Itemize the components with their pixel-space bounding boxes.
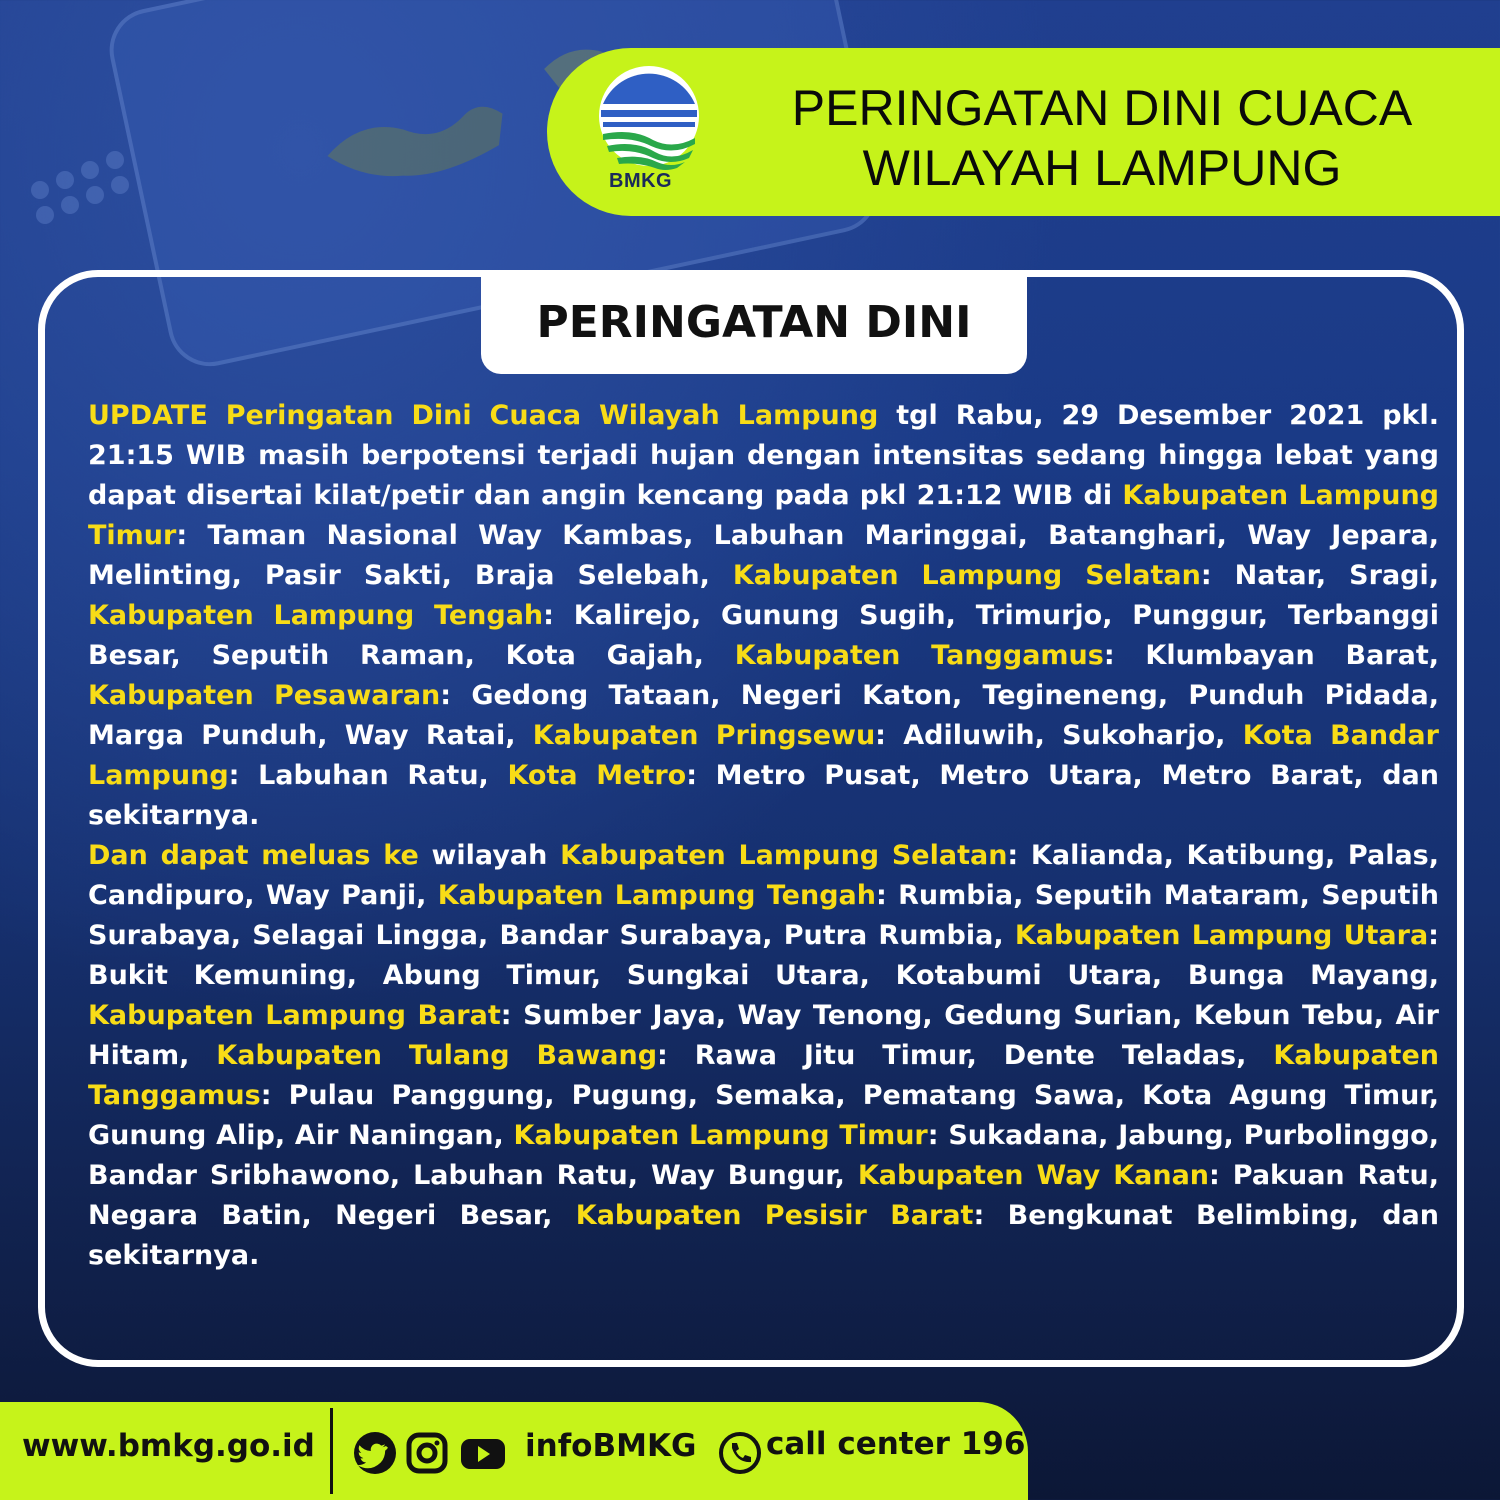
highlighted-region-text: Kabupaten Pesisir Barat [575,1200,974,1231]
phone-icon [718,1431,762,1475]
highlighted-region-text: Kabupaten Lampung Tengah [437,880,876,911]
highlighted-region-text: UPDATE Peringatan Dini Cuaca Wilayah Lampung [88,400,879,431]
highlighted-region-text: Kabupaten Tanggamus [88,1040,1439,1111]
warning-text: : Bukit Kemuning, Abung Timur, Sungkai Utara, Kotabumi Utara, Bunga Mayang, [88,920,1439,991]
warning-text: : Metro Pusat, Metro Utara, Metro Barat, dan sekitarnya. [88,760,1439,831]
highlighted-region-text: Kabupaten Pringsewu [532,720,876,751]
highlighted-region-text: Kabupaten Lampung Barat [88,1000,501,1031]
warning-text: : Rawa Jitu Timur, Dente Teladas, [657,1040,1274,1071]
card-tab [481,270,1027,374]
footer-divider [330,1408,333,1494]
social-handle[interactable]: infoBMKG [525,1428,697,1464]
warning-text: wilayah [418,840,561,871]
highlighted-region-text: Dan dapat meluas ke [88,840,419,871]
website-link[interactable]: www.bmkg.go.id [22,1428,315,1464]
warning-text: : Kalirejo, Gunung Sugih, Trimurjo, Punggur, Terbanggi Besar, Seputih Raman, Kota Gajah, [88,600,1439,671]
warning-text: : Bengkunat Belimbing, dan sekitarnya. [88,1200,1439,1271]
highlighted-region-text: Kabupaten Tulang Bawang [216,1040,658,1071]
card-tab-label: PERINGATAN DINI [536,296,972,348]
highlighted-region-text: Kabupaten Way Kanan [857,1160,1210,1191]
twitter-icon[interactable] [353,1431,397,1475]
warning-text: : Rumbia, Seputih Mataram, Seputih Surabaya, Selagai Lingga, Bandar Surabaya, Putra Rumbia, [88,880,1440,951]
warning-text: : Sukadana, Jabung, Purbolinggo, Bandar Sribhawono, Labuhan Ratu, Way Bungur, [88,1120,1439,1191]
highlighted-region-text: Kota Bandar Lampung [88,720,1439,791]
highlighted-region-text: Kabupaten Tanggamus [734,640,1104,671]
warning-text: tgl Rabu, 29 Desember 2021 pkl. 21:15 WIB masih berpotensi terjadi hujan dengan intensitas sedang hingga lebat yang dapat disertai kilat/petir dan angin kencang pada pkl 21:12 WIB di [88,400,1439,511]
highlighted-region-text: Kabupaten Pesawaran [88,680,441,711]
page-title [777,78,1427,198]
warning-text: : Taman Nasional Way Kambas, Labuhan Maringgai, Batanghari, Way Jepara, Melinting, Pasir Sakti, Braja Selebah, [88,520,1439,591]
footer-bar [0,1402,1028,1500]
warning-text: : Kalianda, Katibung, Palas, Candipuro, Way Panji, [88,840,1440,911]
warning-text: : Pakuan Ratu, Negara Batin, Negeri Besar, [88,1160,1439,1231]
warning-text: : Labuhan Ratu, [228,760,508,791]
instagram-icon[interactable] [405,1431,449,1475]
highlighted-region-text: Kabupaten Lampung Tengah [88,600,544,631]
highlighted-region-text: Kabupaten Lampung Timur [88,480,1440,551]
warning-text: : Gedong Tataan, Negeri Katon, Tegineneng, Punduh Pidada, Marga Punduh, Way Ratai, [88,680,1440,751]
call-center[interactable]: call center 196 [766,1426,1026,1462]
highlighted-region-text: Kabupaten Lampung Selatan [560,840,1008,871]
title-line-2: WILAYAH LAMPUNG [862,140,1342,196]
warning-text: : Pulau Panggung, Pugung, Semaka, Pematang Sawa, Kota Agung Timur, Gunung Alip, Air Naningan, [88,1080,1439,1151]
youtube-icon[interactable] [459,1431,507,1475]
highlighted-region-text: Kabupaten Lampung Utara [1014,920,1429,951]
warning-paragraph-1 [88,396,1439,836]
header-banner [547,48,1500,216]
logo-text: BMKG [609,170,673,192]
highlighted-region-text: Kota Metro [507,760,687,791]
title-line-1: PERINGATAN DINI CUACA [791,80,1413,136]
highlighted-region-text: Kabupaten Lampung Selatan [732,560,1201,591]
warning-text: : Sumber Jaya, Way Tenong, Gedung Surian, Kebun Tebu, Air Hitam, [88,1000,1439,1071]
highlighted-region-text: Kabupaten Lampung Timur [513,1120,928,1151]
warning-text: : Adiluwih, Sukoharjo, [875,720,1243,751]
warning-paragraph-2 [88,836,1439,1276]
warning-text: : Natar, Sragi, [1200,560,1440,591]
warning-text: : Klumbayan Barat, [1103,640,1439,671]
